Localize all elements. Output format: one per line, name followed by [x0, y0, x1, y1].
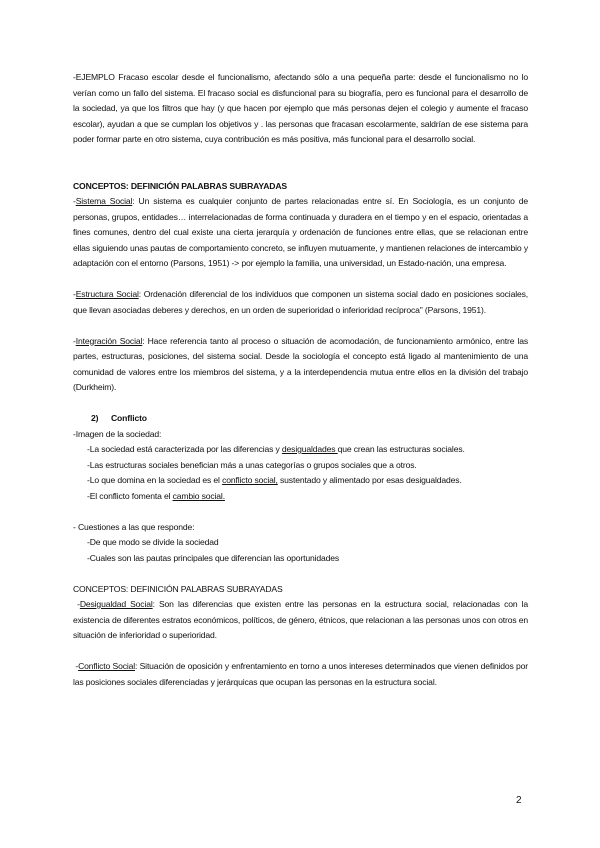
definition-integracion-social: -Integración Social: Hace referencia tanto al proceso o situación de acomodación, de funcionamiento armónico, entre las partes, estructuras, posiciones, del sistema social. Desde la sociología el concepto está ligado al mantenimiento de una comunidad de valores entre los miembros del sistema, y a la interdependencia mutua entre ellos en la división del trabajo (Durkheim).: [73, 335, 528, 392]
item-text: sustentado y alimentado por esas desigualdades.: [277, 475, 462, 485]
definition-sistema-social: -Sistema Social: Un sistema es cualquier conjunto de partes relacionadas entre sí. En Sociología, es un conjunto de personas, grupos, entidades… interrelacionadas de forma continuada y duradera en el tiempo y en el espacio, orientadas a fines comunes, dentro del cual existe una cierta jerarquía y ordenación de funciones entre ellas, que se relacionan entre ellas siguiendo unas pautas de comportamiento concreto, se influyen mutuamente, y mantienen relaciones de intercambio y adaptación con el entorno (Parsons, 1951) -> por ejemplo la familia, una universidad, un Estado-nación, una empresa.: [73, 196, 528, 268]
list-item: [73, 489, 528, 505]
list-item: -De que modo se divide la sociedad: [87, 537, 219, 547]
list-item: -Las estructuras sociales benefician más a unas categorías o grupos sociales que a otros.: [87, 459, 417, 470]
image-label: -Imagen de la sociedad:: [73, 428, 162, 439]
definition-conflicto-social: -Conflicto Social: Situación de oposición y enfrentamiento en torno a unos intereses determinados que vienen definidos por las posiciones sociales diferenciadas y jerárquicas que ocupan las personas en la estructura social.: [73, 661, 528, 687]
term-estructura-social: Estructura Social: [75, 289, 139, 299]
term-conflicto-social-def: Conflicto Social: [78, 661, 136, 671]
text-estructura-social: : Ordenación diferencial de los individuos que componen un sistema social dado en posiciones sociales, que llevan asociadas deberes y derechos, en un orden de superioridad o inferioridad recíproca" (Parsons, 1951).: [73, 289, 528, 315]
section-conflicto-title: [73, 411, 528, 427]
text-sistema-social: : Un sistema es cualquier conjunto de partes relacionadas entre sí. En Sociología, es un conjunto de personas, grupos, entidades… interrelacionadas de forma continuada y duradera en el tiempo y en el espacio, orientadas a fines comunes, dentro del cual existe una cierta jerarquía y ordenación de funciones entre ellas, que se relacionan entre ellas siguiendo unas pautas de comportamiento concreto, se influyen mutuamente, y mantienen relaciones de intercambio y adaptación con el entorno (Parsons, 1951) -> por ejemplo la familia, una universidad, un Estado-nación, una empresa.: [73, 196, 528, 268]
list-item: -Cuales son las pautas principales que diferencian las oportunidades: [87, 552, 340, 563]
document-body: [73, 70, 528, 690]
questions-label: - Cuestiones a las que responde:: [73, 521, 195, 532]
definition-desigualdad-social: -Desigualdad Social: Son las diferencias que existen entre las personas en la estructura social, relacionadas con la existencia de diferentes estratos económicos, políticos, de género, étnicos, que relacionan a las personas unos con otros en situación de inferioridad o superioridad.: [73, 599, 528, 640]
term-desigualdad-social: Desigualdad Social: [79, 599, 153, 609]
text-integracion-social: : Hace referencia tanto al proceso o situación de acomodación, de funcionamiento armónico, entre las partes, estructuras, posiciones, del sistema social. Desde la sociología el concepto está ligado al mantenimiento de una comunidad de valores entre los miembros del sistema, y a la interdependencia mutua entre ellos en la división del trabajo (Durkheim).: [73, 335, 528, 392]
text-conflicto-social: : Situación de oposición y enfrentamiento en torno a unos intereses determinados que vienen definidos por las posiciones sociales diferenciadas y jerárquicas que ocupan las personas en la estructura social.: [73, 661, 528, 687]
term-integracion-social: Integración Social: [75, 335, 143, 346]
definition-estructura-social: -Estructura Social: Ordenación diferencial de los individuos que componen un sistema social dado en posiciones sociales, que llevan asociadas deberes y derechos, en un orden de superioridad o inferioridad recíproca" (Parsons, 1951).: [73, 289, 528, 315]
item-text: -El conflicto fomenta el: [87, 490, 173, 501]
page-number: 2: [516, 795, 522, 806]
item-text: -Lo que domina en la sociedad es el: [87, 475, 223, 485]
concepts-heading-1: CONCEPTOS: DEFINICIÓN PALABRAS SUBRAYADAS: [73, 180, 287, 191]
text-desigualdad-social: : Son las diferencias que existen entre las personas en la estructura social, relacionadas con la existencia de diferentes estratos económicos, políticos, de género, étnicos, que relacionan a las personas unos con otros en situación de inferioridad o superioridad.: [73, 599, 528, 640]
list-item: [73, 442, 528, 458]
section-number: 2): [91, 413, 99, 423]
item-text: -La sociedad está caracterizada por las diferencias y: [87, 444, 282, 454]
list-item: [73, 473, 528, 489]
item-text: que crean las estructuras sociales.: [337, 444, 465, 454]
term-desigualdades: desigualdades: [281, 444, 338, 454]
example-paragraph: -EJEMPLO Fracaso escolar desde el funcionalismo, afectando sólo a una pequeña parte: desde el funcionalismo no lo verían como un fallo del sistema. El fracaso social es disfuncional para su biografía, pero es funcional para el desarrollo de la sociedad, ya que los filtros que hay (y que hacen por ejemplo que más personas dejen el colegio y aumente el fracaso escolar), ayudan a que se cumplan los objetivos y . las personas que fracasan escolarmente, saldrían de ese sistema para poder formar parte en otro sistema, cuya contribución es más positiva, más funcional para el desarrollo social.: [73, 72, 528, 144]
term-cambio-social: cambio social.: [172, 490, 225, 501]
term-conflicto-social: conflicto social,: [222, 475, 278, 485]
term-sistema-social: Sistema Social: [75, 196, 133, 206]
section-title: Conflicto: [111, 413, 147, 423]
concepts-heading-2: CONCEPTOS: DEFINICIÓN PALABRAS SUBRAYADAS: [73, 583, 283, 594]
